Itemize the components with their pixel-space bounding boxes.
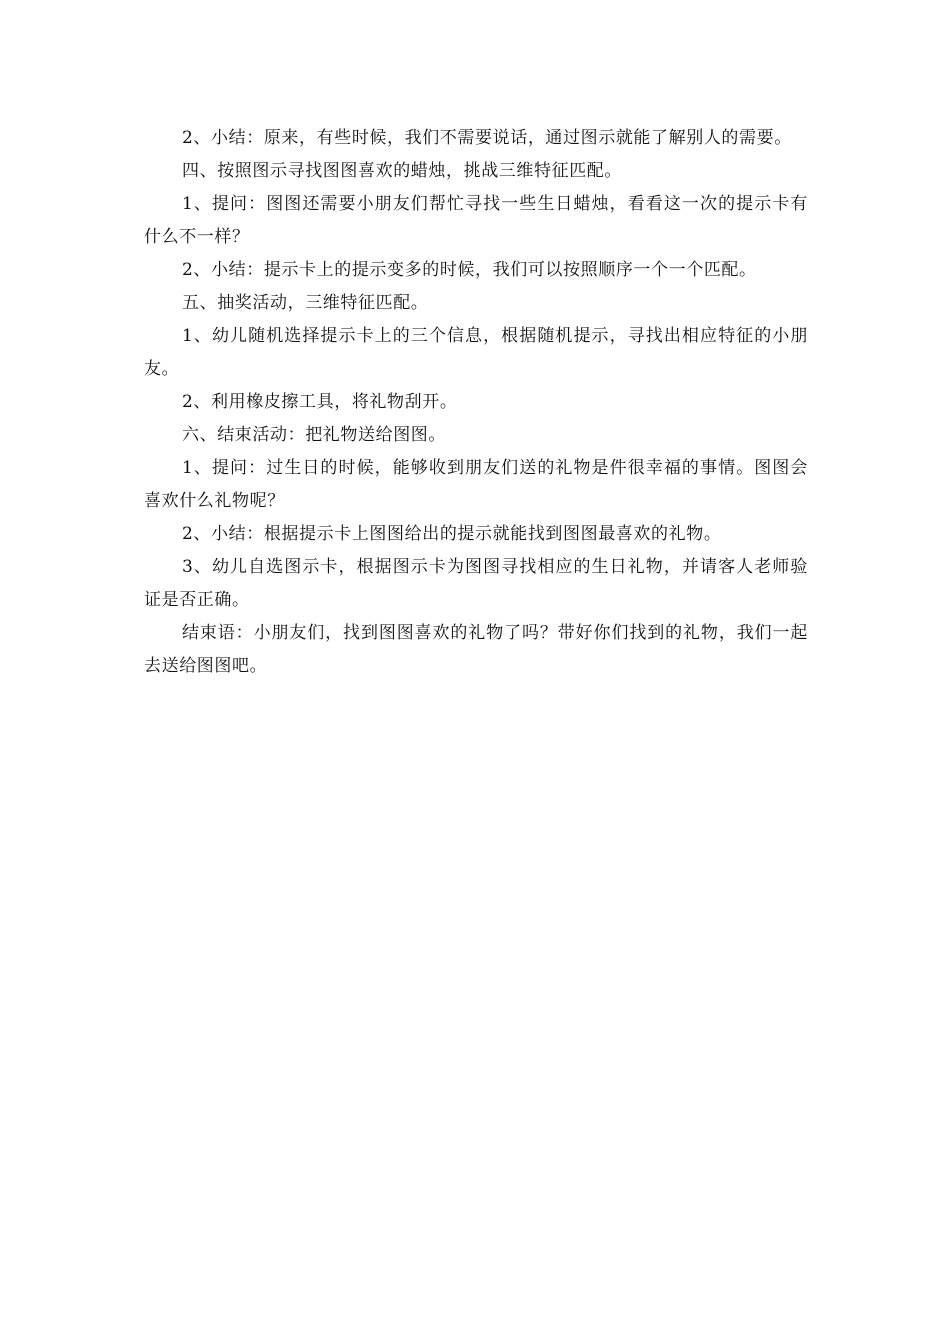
paragraph-question-2: 1、提问：过生日的时候，能够收到朋友们送的礼物是件很幸福的事情。图图会喜欢什么礼物呢？ — [144, 458, 808, 511]
paragraph-step-1: 1、幼儿随机选择提示卡上的三个信息，根据随机提示，寻找出相应特征的小朋友。 — [144, 326, 808, 379]
paragraph-question-1: 1、提问：图图还需要小朋友们帮忙寻找一些生日蜡烛，看看这一次的提示卡有什么不一样？ — [144, 194, 808, 247]
paragraph-summary-1: 2、小结：原来，有些时候，我们不需要说话，通过图示就能了解别人的需要。 — [182, 128, 792, 148]
section-heading-4: 四、按照图示寻找图图喜欢的蜡烛，挑战三维特征匹配。 — [182, 161, 622, 181]
paragraph-closing: 结束语：小朋友们，找到图图喜欢的礼物了吗？带好你们找到的礼物，我们一起去送给图图吧。 — [144, 623, 808, 676]
document-body — [144, 122, 808, 683]
paragraph-summary-2: 2、小结：提示卡上的提示变多的时候，我们可以按照顺序一个一个匹配。 — [182, 260, 757, 280]
paragraph-summary-3: 2、小结：根据提示卡上图图给出的提示就能找到图图最喜欢的礼物。 — [182, 524, 722, 544]
section-heading-5: 五、抽奖活动，三维特征匹配。 — [182, 293, 429, 313]
paragraph-step-2: 2、利用橡皮擦工具，将礼物刮开。 — [182, 392, 458, 412]
paragraph-step-3: 3、幼儿自选图示卡，根据图示卡为图图寻找相应的生日礼物，并请客人老师验证是否正确。 — [144, 557, 808, 610]
section-heading-6: 六、结束活动：把礼物送给图图。 — [182, 425, 446, 445]
